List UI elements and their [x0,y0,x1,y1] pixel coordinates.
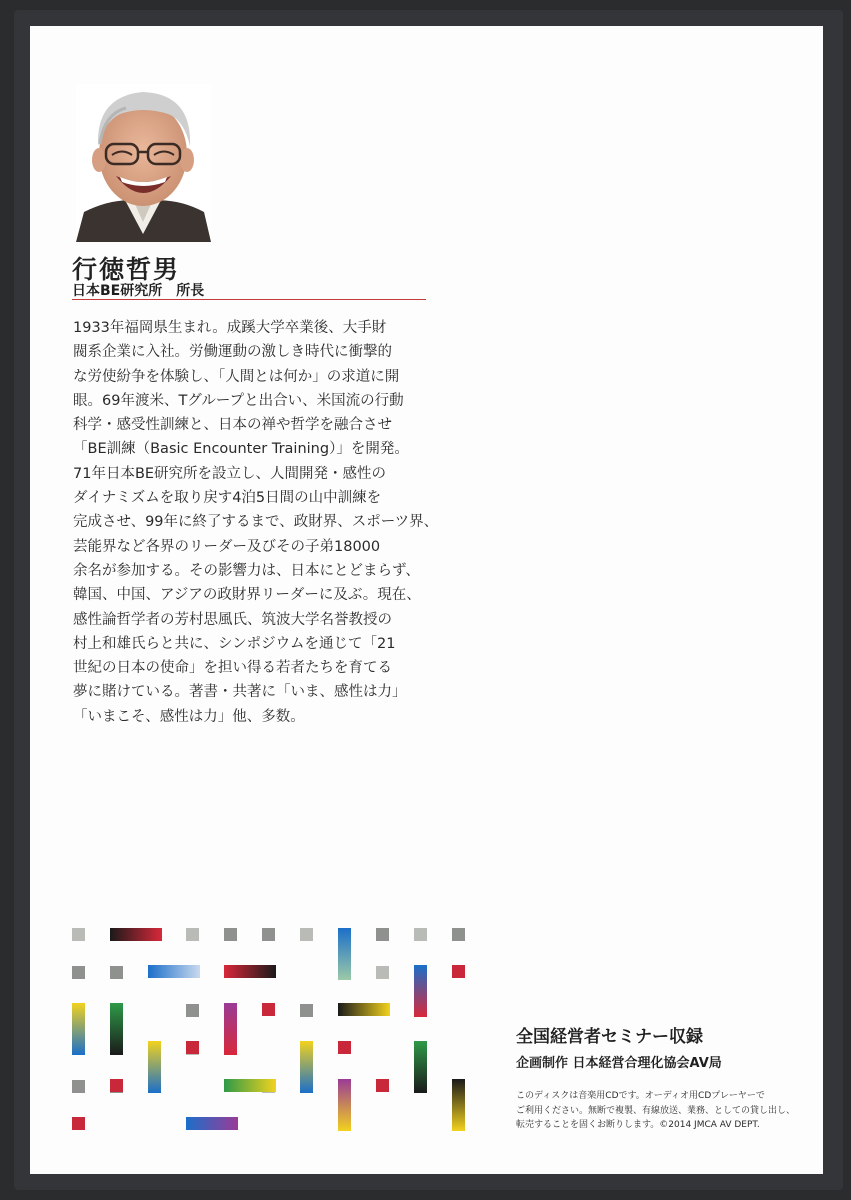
bio-line: 1933年福岡県生まれ。成蹊大学卒業後、大手財 [73,320,387,336]
copyright-notice [516,1089,816,1133]
bio-line: 村上和雄氏らと共に、シンポジウムを通じて「21 [73,635,396,652]
biography-text [73,316,439,729]
bio-line: 「いまこそ、感性は力」他、多数。 [73,708,305,725]
bio-line: 夢に賭けている。著書・共著に「いま、感性は力」 [73,684,407,701]
name-divider [72,299,426,300]
portrait-illustration [76,84,211,242]
notice-line: このディスクは音楽用CDです。オーディオ用CDプレーヤーで [516,1091,765,1101]
bio-line: 世紀の日本の使命」を担い得る若者たちを育てる [73,660,392,677]
bio-line: な労使紛争を体験し、「人間とは何か」の求道に開 [73,368,400,385]
person-name: 行徳哲男 [72,255,181,284]
portrait-photo [76,84,211,242]
bio-line: 科学・感受性訓練と、日本の禅や哲学を融合させ [73,417,392,434]
notice-line: ご利用ください。無断で複製、有線放送、業務、としての貸し出し、 [516,1105,796,1116]
bio-line: 眼。69年渡米、Tグループと出合い、米国流の行動 [73,392,404,409]
seminar-title: 全国経営者セミナー収録 [516,1027,703,1047]
bio-line: 閥系企業に入社。労働運動の激しき時代に衝撃的 [73,344,392,361]
bio-line: 韓国、中国、アジアの政財界リーダーに及ぶ。現在、 [73,587,421,604]
bio-line: 余名が参加する。その影響力は、日本にとどまらず、 [73,562,420,579]
bio-line: 71年日本BE研究所を設立し、人間開発・感性の [73,465,387,482]
bio-line: 完成させ、99年に終了するまで、政財界、スポーツ界、 [73,514,439,531]
bio-line: 「BE訓練（Basic Encounter Training）」を開発。 [73,441,409,458]
notice-line: 転売することを固くお断りします。©2014 JMCA AV DEPT. [516,1120,760,1130]
person-affiliation: 日本BE研究所 所長 [72,283,205,299]
producer-credit: 企画制作 日本経営合理化協会AV局 [516,1056,722,1071]
bio-line: 感性論哲学者の芳村思風氏、筑波大学名誉教授の [73,611,392,628]
bio-line: ダイナミズムを取り戻す4泊5日間の山中訓練を [73,490,382,507]
bio-line: 芸能界など各界のリーダー及びその子弟18000 [73,538,381,555]
